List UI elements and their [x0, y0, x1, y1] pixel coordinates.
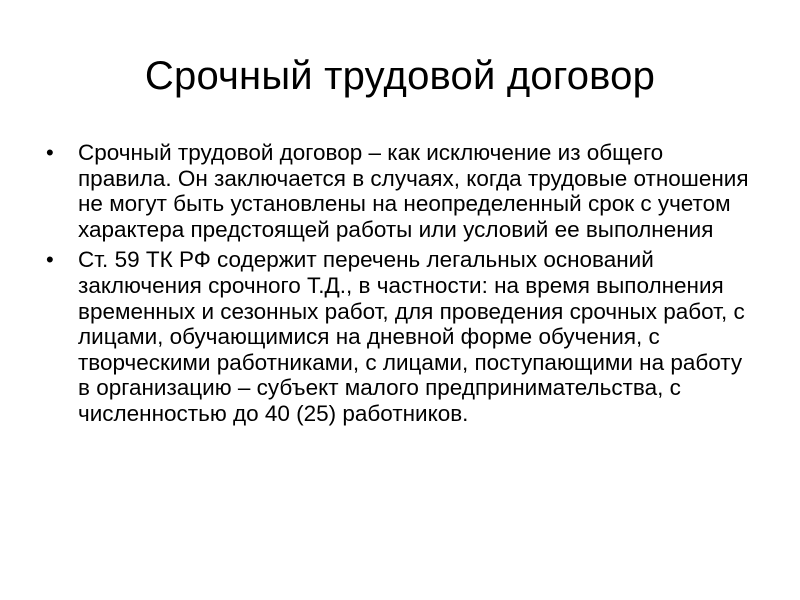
bullet-item-1 [40, 140, 760, 242]
bullet-text-1: Срочный трудовой договор – как исключение из общего правила. Он заключается в случаях, когда трудовые отношения не могут быть установлены на неопределенный срок с учетом характера предстоящей работы или условий ее выполнения [78, 140, 749, 242]
bullet-list [40, 140, 760, 432]
bullet-text-2: Ст. 59 ТК РФ содержит перечень легальных оснований заключения срочного Т.Д., в частности: на время выполнения временных и сезонных работ, для проведения срочных работ, с лицами, обучающимися на дневной форме обучения, с творческими работниками, с лицами, поступающими на работу в организацию – субъект малого предпринимательства, с численностью до 40 (25) работников. [78, 247, 745, 426]
bullet-item-2 [40, 247, 760, 426]
slide-title: Срочный трудовой договор [144, 54, 656, 98]
bullet-marker-icon: • [46, 140, 54, 165]
bullet-marker-icon: • [46, 247, 54, 273]
